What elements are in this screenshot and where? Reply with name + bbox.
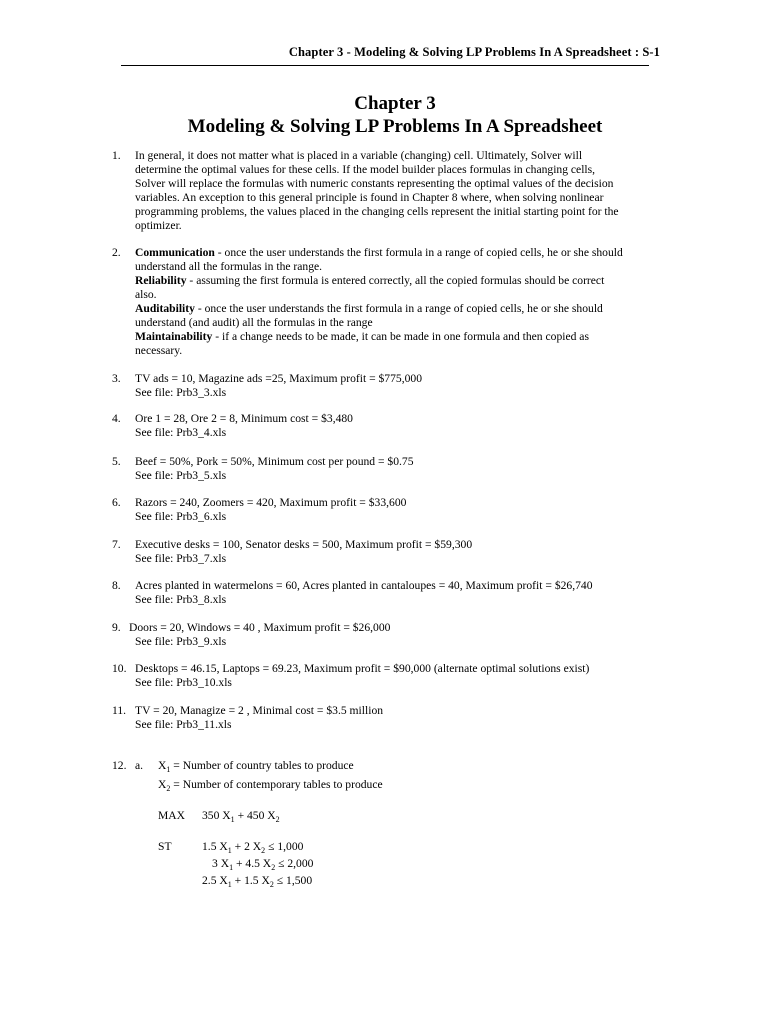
file-reference: See file: Prb3_10.xls (135, 676, 232, 689)
constraint-row: 3 $X_1 + 4.5$ $X_2 \le 2,000$ (212, 857, 314, 872)
item-text: programming problems, the values placed in the changing cells represent the initial starting point for the (135, 205, 619, 218)
term-heading: Maintainability (135, 330, 213, 343)
item-number: 6. (112, 496, 121, 509)
item-text: TV ads = 10, Magazine ads =25, Maximum profit = $775,000 (135, 372, 422, 385)
item-number: 11. (112, 704, 127, 717)
item-text: variables. An exception to this general principle is found in Chapter 8 where, when solving nonlinear (135, 191, 604, 204)
term-text: necessary. (135, 344, 183, 357)
part-label: a. (135, 759, 144, 772)
constraint-row: 2.5 $X_1 + 1.5$ $X_2 \le 1,500$ (202, 874, 313, 889)
constraints-label: ST (158, 840, 172, 853)
term-heading: Communication (135, 246, 215, 259)
term-text: - if a change needs to be made, it can be made in one formula and then copied as (212, 330, 589, 343)
item-text: determine the optimal values for these cells. If the model builder places formulas in changing cells, (135, 163, 596, 176)
item-text: Executive desks = 100, Senator desks = 500, Maximum profit = $59,300 (135, 538, 473, 551)
item-text: Acres planted in watermelons = 60, Acres planted in cantaloupes = 40, Maximum profit = $26,740 (135, 579, 593, 592)
file-reference: See file: Prb3_6.xls (135, 510, 227, 523)
item-text: Solver will replace the formulas with numeric constants representing the optimal values of the decision (135, 177, 614, 190)
term-text: - once the user understands the first formula in a range of copied cells, he or she should (214, 246, 623, 259)
header-rule (121, 65, 649, 66)
item-text: Razors = 240, Zoomers = 420, Maximum profit = $33,600 (135, 496, 407, 509)
item-number: 2. (112, 246, 121, 259)
objective-label: MAX (158, 809, 186, 822)
running-header: Chapter 3 - Modeling & Solving LP Problems In A Spreadsheet : S-1 (288, 45, 660, 59)
item-text: Ore 1 = 28, Ore 2 = 8, Minimum cost = $3,480 (135, 412, 353, 425)
term-heading: Auditability (135, 302, 195, 315)
variable-definition-x2: $X_2$ = Number of contemporary tables to produce (158, 778, 383, 793)
file-reference: See file: Prb3_5.xls (135, 469, 227, 482)
term-text: - assuming the first formula is entered correctly, all the copied formulas should be correct (186, 274, 605, 287)
chapter-heading: Modeling & Solving LP Problems In A Spreadsheet (187, 116, 603, 137)
item-text: optimizer. (135, 219, 182, 232)
term-text: - once the user understands the first formula in a range of copied cells, he or she should (194, 302, 603, 315)
file-reference: See file: Prb3_3.xls (135, 386, 227, 399)
item-number: 10. (112, 662, 127, 675)
term-text: understand all the formulas in the range. (135, 260, 323, 273)
item-number: 1. (112, 149, 121, 162)
chapter-title (0, 92, 768, 138)
item-number: 3. (112, 372, 121, 385)
item-number: 12. (112, 759, 127, 772)
term-heading: Reliability (135, 274, 187, 287)
item-text: Doors = 20, Windows = 40 , Maximum profit = $26,000 (129, 621, 391, 634)
objective-function: 350 $X_1 + 450$ $X_2$ (202, 809, 280, 824)
item-number: 4. (112, 412, 121, 425)
item-number: 9. (112, 621, 121, 634)
item-number: 8. (112, 579, 121, 592)
file-reference: See file: Prb3_9.xls (135, 635, 227, 648)
item-text: TV = 20, Managize = 2 , Minimal cost = $3.5 million (135, 704, 384, 717)
item-text: Beef = 50%, Pork = 50%, Minimum cost per pound = $0.75 (135, 455, 414, 468)
constraint-row: 1.5 $X_1 + 2$ $X_2 \le 1,000$ (202, 840, 304, 855)
term-text: also. (135, 288, 157, 301)
variable-definition-x1: $X_1$ = Number of country tables to produce (158, 759, 354, 774)
file-reference: See file: Prb3_4.xls (135, 426, 227, 439)
chapter-number: Chapter 3 (354, 93, 436, 114)
file-reference: See file: Prb3_11.xls (135, 718, 232, 731)
item-text: Desktops = 46.15, Laptops = 69.23, Maximum profit = $90,000 (alternate optimal solutions exist) (135, 662, 590, 675)
term-text: understand (and audit) all the formulas in the range (135, 316, 373, 329)
item-number: 7. (112, 538, 121, 551)
file-reference: See file: Prb3_7.xls (135, 552, 227, 565)
file-reference: See file: Prb3_8.xls (135, 593, 227, 606)
item-text: In general, it does not matter what is placed in a variable (changing) cell. Ultimately, Solver will (135, 149, 583, 162)
item-number: 5. (112, 455, 121, 468)
